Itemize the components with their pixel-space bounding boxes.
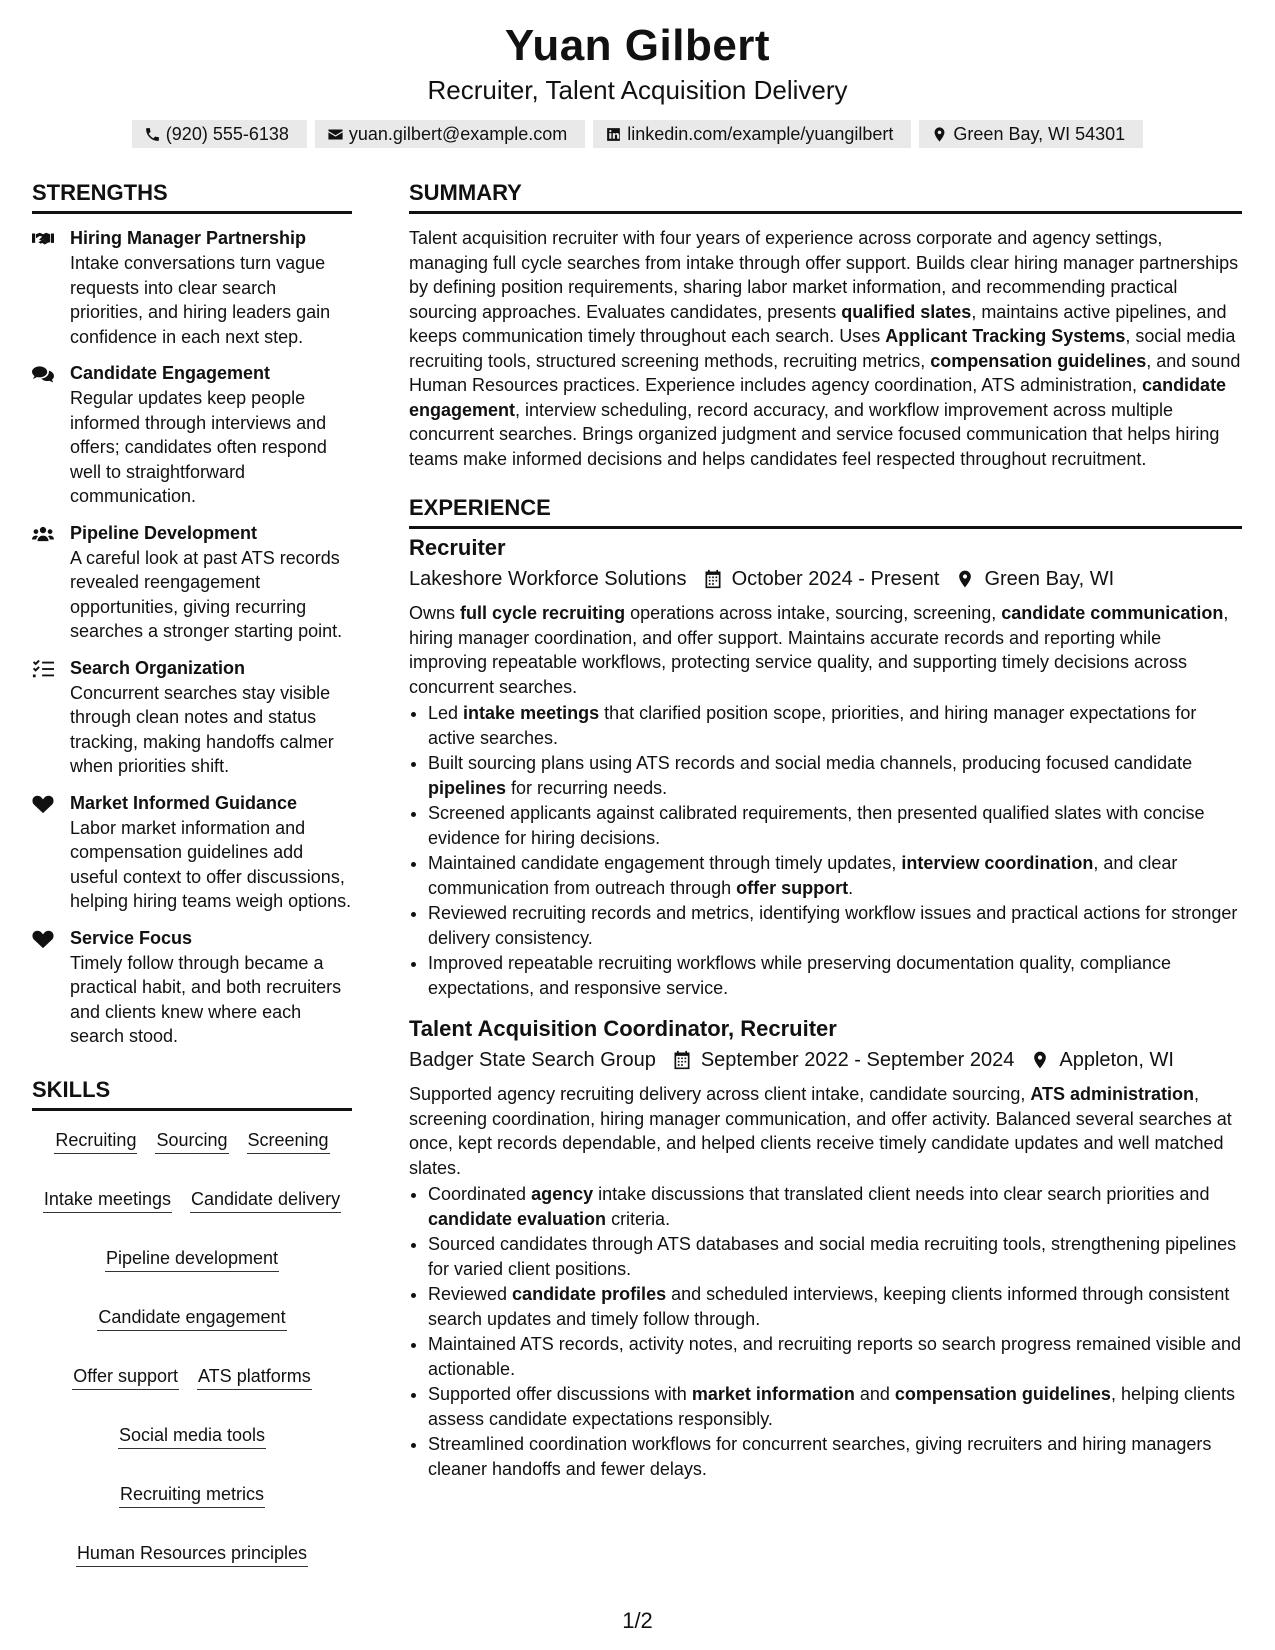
job-description-text: operations across intake, sourcing, screening, [625,603,1002,623]
contact-location [919,120,1143,148]
summary-bold-text: Applicant Tracking Systems [885,326,1126,346]
company-name: Lakeshore Workforce Solutions [409,568,687,590]
skill-tag: Sourcing [155,1127,228,1154]
skill-tag: Human Resources principles [76,1540,308,1567]
heart-icon [32,794,54,814]
strength-description: Labor market information and compensation guidelines add useful context to offer discussions, helping hiring teams weigh options. [70,817,352,911]
contact-email-text: yuan.gilbert@example.com [348,124,568,144]
achievement-bold-text: interview coordination [901,853,1094,873]
job-achievements [409,1182,1242,1481]
job-description-text: Owns [409,603,461,623]
achievement-text: Coordinated [428,1184,532,1204]
achievement-bold-text: candidate evaluation [428,1208,607,1229]
skill-tag: Candidate engagement [97,1304,286,1331]
strength-item [32,656,352,779]
strength-title: Pipeline Development [70,522,258,543]
achievement-bold-text: market information [691,1384,855,1404]
summary-text: , and sound Human Resources practices. Experience includes agency coordination, ATS administration, [409,350,1241,395]
contact-linkedin-text: linkedin.com/example/yuangilbert [627,124,894,144]
left-column [32,178,352,1567]
summary-text: , maintains active pipelines, and keeps communication timely throughout each search. Uses [409,301,1227,346]
strength-title: Market Informed Guidance [70,792,298,813]
company-name: Badger State Search Group [409,1049,656,1071]
strength-description: Timely follow through became a practical habit, and both recruiters and clients knew where each search stood. [70,952,342,1046]
page-number: 1/2 [622,1608,653,1633]
job-location: Appleton, WI [1059,1049,1174,1071]
achievement-item [428,851,1242,900]
summary-bold-text: compensation guidelines [930,350,1147,371]
map-pin-icon [931,126,948,143]
resume-header [0,18,1275,148]
job-description-text: Supported agency recruiting delivery across client intake, candidate sourcing, [409,1084,1031,1104]
strength-description: Concurrent searches stay visible through clean notes and status tracking, making handoffs calmer when priorities shift. [70,682,334,776]
skills-section [32,1075,352,1567]
contact-bar [0,120,1275,148]
job-list [409,533,1242,1481]
job-description-bold-text: candidate communication [1001,603,1224,623]
achievement-text: and [854,1384,895,1404]
strengths-heading: STRENGTHS [32,178,352,214]
achievement-bold-text: intake meetings [463,703,600,723]
achievement-text: for recurring needs. [506,777,668,798]
achievement-text: Sourced candidates through ATS databases and social media recruiting tools, strengthening pipelines for varied client positions. [428,1234,1237,1279]
summary-bold-text: candidate engagement [409,375,1227,420]
strength-item [32,926,352,1049]
contact-linkedin[interactable] [593,120,911,148]
achievement-text: Maintained candidate engagement through timely updates, [428,853,902,873]
job-description-text: , screening coordination, hiring manager communication, and offer activity. Balanced several searches at once, kept records dependable, and helped clients receive timely candidate updates and well matched slates. [409,1084,1232,1178]
achievement-text: Improved repeatable recruiting workflows while preserving documentation quality, compliance expectations, and responsive service. [428,953,1172,998]
strength-item [32,226,352,349]
achievement-bold-text: agency [531,1184,594,1204]
strength-item [32,791,352,914]
achievement-text: and scheduled interviews, keeping clients informed through consistent search updates and timely follow through. [428,1284,1230,1329]
achievement-item [428,751,1242,800]
comments-icon [32,364,54,384]
achievement-item [428,1282,1242,1331]
strength-description: Intake conversations turn vague requests into clear search priorities, and hiring leaders gain confidence in each next step. [70,253,331,347]
skill-tag: ATS platforms [197,1363,312,1390]
achievement-item [428,1332,1242,1381]
strength-description: Regular updates keep people informed through interviews and offers; candidates often respond well to straightforward communication. [70,388,327,506]
achievement-text: Streamlined coordination workflows for concurrent searches, giving recruiters and hiring managers cleaner handoffs and fewer delays. [428,1434,1212,1479]
achievement-text: Reviewed [428,1284,513,1304]
summary-heading: SUMMARY [409,178,1242,214]
skill-tag: Pipeline development [105,1245,279,1272]
strength-item [32,521,352,644]
map-pin-icon [955,569,975,589]
summary-bold-text: qualified slates [841,301,972,322]
contact-email[interactable] [315,120,585,148]
skills-list [32,1123,352,1567]
job-description-text: , hiring manager coordination, and offer support. Maintains accurate records and reporting while improving repeatable workflows, protecting service quality, and supporting timely decisions across concurrent searches. [409,603,1229,697]
job-meta [409,563,1242,595]
strength-item [32,361,352,509]
achievement-bold-text: candidate profiles [512,1284,667,1304]
summary-text [409,226,1242,471]
job-title: Recruiter [409,535,506,560]
contact-location-text: Green Bay, WI 54301 [953,124,1126,144]
list-check-icon [32,659,54,679]
job-description [409,601,1242,699]
users-icon [32,524,54,544]
skill-tag: Social media tools [118,1422,266,1449]
skill-tag: Intake meetings [43,1186,172,1213]
strength-title: Service Focus [70,927,193,948]
handshake-icon [32,229,54,249]
job-entry [409,1014,1242,1481]
map-pin-icon [1030,1050,1050,1070]
job-description-bold-text: full cycle recruiting [460,603,626,623]
achievement-text: intake discussions that translated client needs into clear search priorities and [593,1184,1210,1204]
skill-tag: Recruiting [54,1127,137,1154]
achievement-text: Screened applicants against calibrated requirements, then presented qualified slates with concise evidence for hiring decisions. [428,803,1205,848]
achievement-item [428,801,1242,850]
skills-heading: SKILLS [32,1075,352,1111]
achievement-item [428,1232,1242,1281]
job-location: Green Bay, WI [984,568,1115,590]
heart-icon [32,929,54,949]
achievement-item [428,951,1242,1000]
achievement-item [428,1432,1242,1481]
achievement-text: Reviewed recruiting records and metrics, identifying workflow issues and practical actions for stronger delivery consistency. [428,903,1238,948]
achievement-bold-text: pipelines [428,777,507,798]
contact-phone[interactable] [132,120,307,148]
achievement-text: Maintained ATS records, activity notes, and recruiting reports so search progress remained visible and actionable. [428,1334,1242,1379]
achievement-item [428,901,1242,950]
phone-icon [144,126,161,143]
skill-tag: Candidate delivery [190,1186,341,1213]
achievement-text: , and clear communication from outreach through [428,853,1178,898]
linkedin-icon [605,126,622,143]
candidate-name: Yuan Gilbert [504,21,771,70]
calendar-icon [703,569,723,589]
job-description-bold-text: ATS administration [1030,1084,1195,1104]
strength-title: Hiring Manager Partnership [70,228,307,248]
experience-section [409,493,1242,1481]
strength-title: Search Organization [70,657,246,678]
experience-heading: EXPERIENCE [409,493,1242,529]
contact-phone-text: (920) 555-6138 [165,124,289,144]
achievement-item [428,701,1242,750]
strength-title: Candidate Engagement [70,363,271,383]
job-title: Talent Acquisition Coordinator, Recruiter [409,1016,837,1041]
job-meta [409,1044,1242,1076]
summary-text: Talent acquisition recruiter with four years of experience across corporate and agency settings, managing full cycle searches from intake through offer support. Builds clear hiring manager partnerships by defining position requirements, sharing labor market information, and recommending practical sourcing approaches. Evaluates candidates, presents [409,228,1239,322]
candidate-title: Recruiter, Talent Acquisition Delivery [427,75,848,105]
job-description [409,1082,1242,1180]
achievement-text: . [848,877,854,898]
achievement-item [428,1182,1242,1231]
job-entry [409,533,1242,1000]
skill-tag: Screening [247,1127,330,1154]
achievement-text: , helping clients assess candidate expectations responsibly. [428,1384,1236,1429]
skill-tag: Recruiting metrics [119,1481,265,1508]
achievement-bold-text: offer support [736,877,849,898]
achievement-item [428,1382,1242,1431]
achievement-bold-text: compensation guidelines [894,1384,1111,1404]
job-dates: September 2022 - September 2024 [700,1049,1015,1071]
achievement-text: Led [428,703,464,723]
achievement-text: criteria. [606,1208,671,1229]
summary-text: , social media recruiting tools, structured screening methods, recruiting metrics, [409,326,1236,371]
achievement-text: that clarified position scope, priorities, and hiring manager expectations for active searches. [428,703,1197,748]
skill-tag: Offer support [72,1363,179,1390]
summary-text: , interview scheduling, record accuracy, and workflow improvement across multiple concurrent searches. Brings organized judgment and service focused communication that helps hiring teams make informed decisions and helps candidates feel respected throughout recruitment. [409,399,1220,469]
achievement-text: Built sourcing plans using ATS records and social media channels, producing focused candidate [428,753,1193,773]
achievement-text: Supported offer discussions with [428,1384,692,1404]
calendar-icon [672,1050,692,1070]
job-dates: October 2024 - Present [731,568,940,590]
right-column [409,178,1242,1493]
strength-description: A careful look at past ATS records revealed reengagement opportunities, giving recurring searches a stronger starting point. [70,547,343,641]
job-achievements [409,701,1242,1000]
envelope-icon [327,126,344,143]
